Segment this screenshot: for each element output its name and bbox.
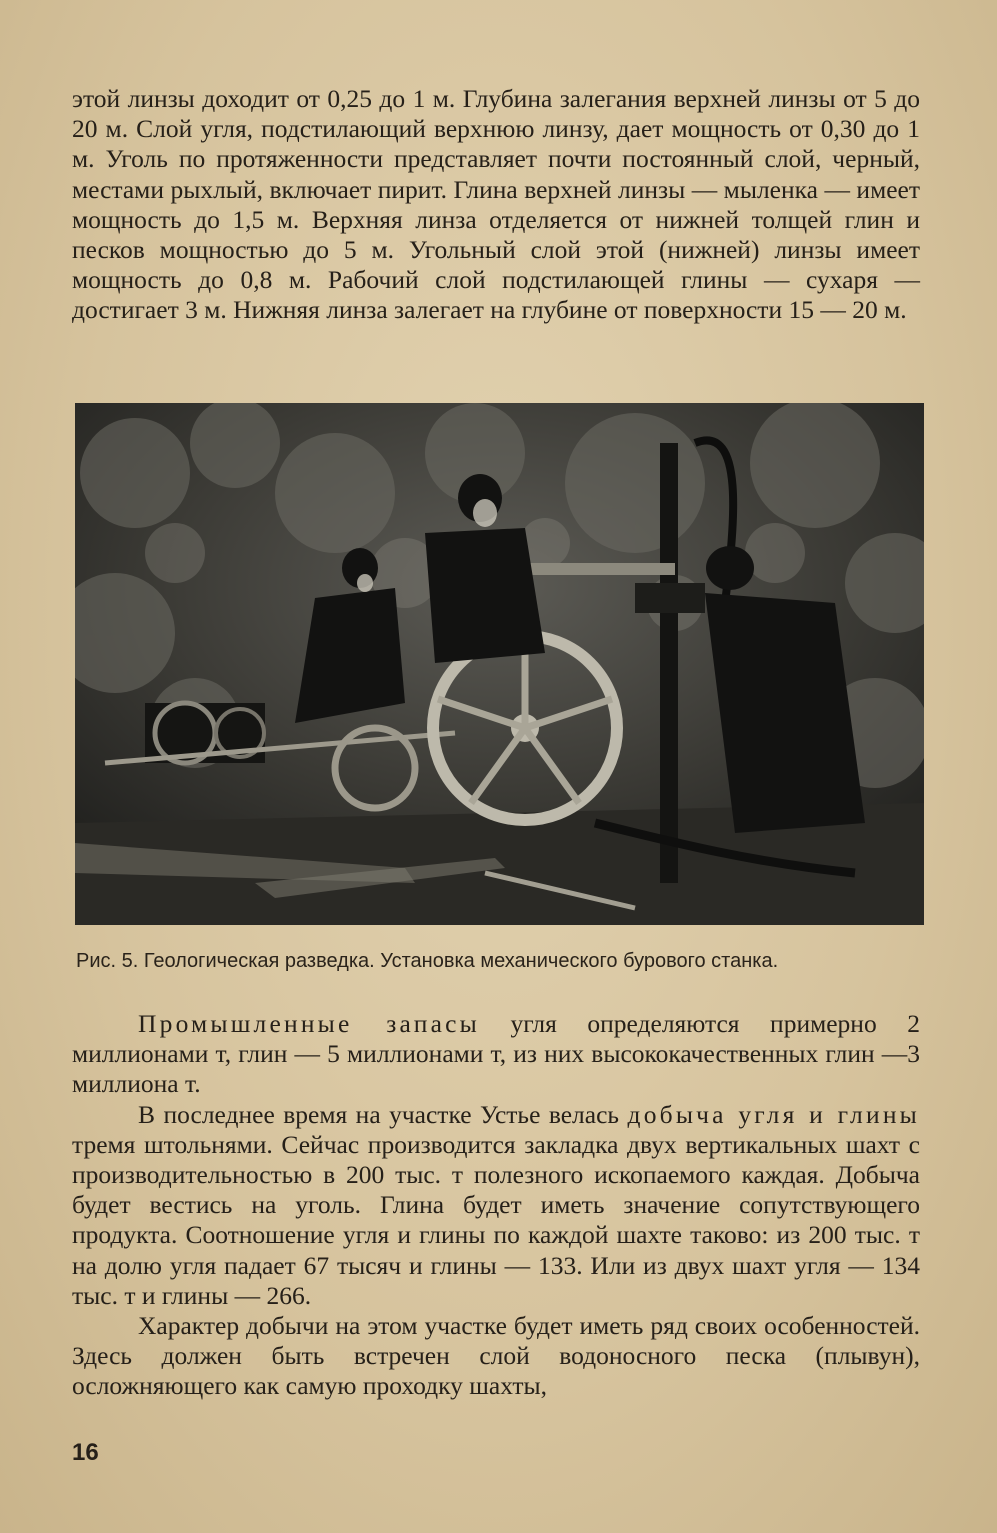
paragraph-mining (72, 1100, 920, 1311)
paragraph-text: угля определяются примерно 2 миллионами т, глин — 5 миллионами т, из них высококачественных глин —3 миллиона т. (72, 1009, 920, 1099)
spaced-phrase: Промышленные запасы (138, 1009, 480, 1038)
paragraph-mining-character: Характер добычи на этом участке будет иметь ряд своих особенностей. Здесь должен быть встречен слой водоносного песка (плывун), осложняющего как самую проходку шахты, (72, 1311, 920, 1401)
top-text-block (72, 84, 920, 326)
paragraph-reserves (72, 1009, 920, 1100)
spaced-phrase: добыча угля и глины (627, 1099, 920, 1129)
paragraph-lens-description: этой линзы доходит от 0,25 до 1 м. Глубина залегания верхней линзы от 5 до 20 м. Слой угля, подстилающий верхнюю линзу, дает мощность от 0,30 до 1 м. Уголь по протяженности представляет почти постоянный слой, черный, местами рыхлый, включает пирит. Глина верхней линзы — мыленка — имеет мощность до 1,5 м. Верхняя линза отделяется от нижней толщей глин и песков мощностью до 5 м. Угольный слой этой (нижней) линзы имеет мощность до 0,8 м. Рабочий слой подстилающей глины — сухаря — достигает 3 м. Нижняя линза залегает на глубине от поверхности 15 — 20 м. (72, 84, 920, 325)
paragraph-text: тремя штольнями. Сейчас производится закладка двух вертикальных шахт с производительностью в 200 тыс. т полезного ископаемого каждая. Добыча будет вестись на уголь. Глина будет иметь значение сопутствующего продукта. Соотношение угля и глины по каждой шахте таково: из 200 тыс. т на долю угля падает 67 тысяч и глины — 133. Или из двух шахт угля — 134 тыс. т и глины — 266. (72, 1129, 920, 1310)
page-number: 16 (72, 1439, 99, 1466)
figure-photo-drilling-rig (75, 403, 924, 925)
bottom-text-block (72, 1009, 920, 1402)
paragraph-text: В последнее время на участке Устье велась (138, 1099, 628, 1129)
figure-caption: Рис. 5. Геологическая разведка. Установка механического бурового станка. (76, 950, 779, 972)
drilling-rig-photo (75, 403, 924, 925)
